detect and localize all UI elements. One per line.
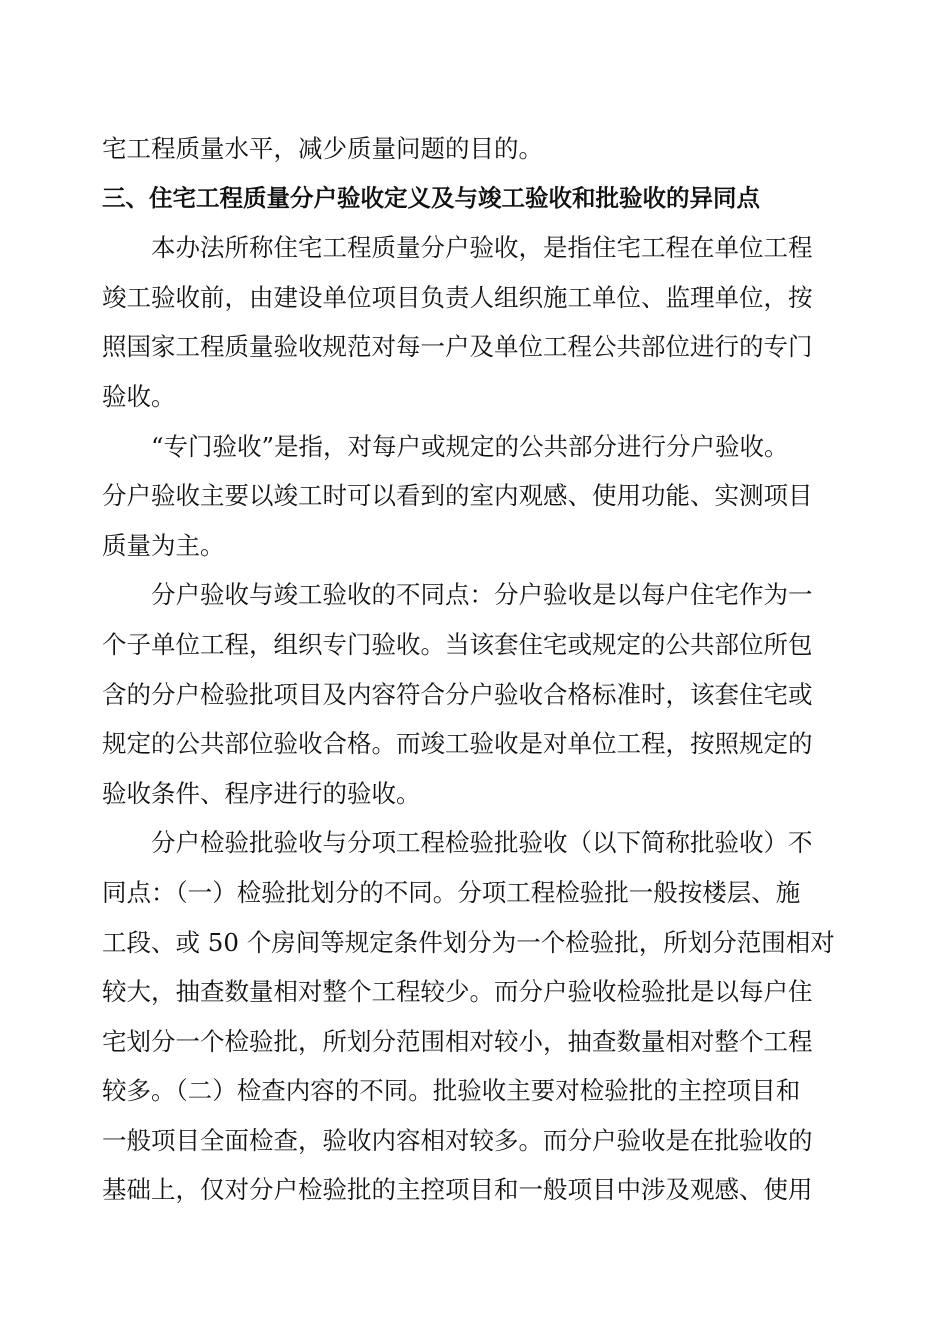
paragraph-line: 本办法所称住宅工程质量分户验收，是指住宅工程在单位工程	[151, 233, 813, 263]
paragraph-line: 较多。（二）检查内容的不同。批验收主要对检验批的主控项目和	[102, 1076, 801, 1106]
paragraph-line: 质量为主。	[102, 530, 225, 560]
paragraph-line: 宅工程质量水平，减少质量问题的目的。	[102, 134, 543, 163]
paragraph-line: 一般项目全面检查，验收内容相对较多。而分户验收是在批验收的	[102, 1125, 813, 1155]
paragraph-line: 照国家工程质量验收规范对每一户及单位工程公共部位进行的专门	[102, 332, 813, 362]
paragraph-line: 含的分户检验批项目及内容符合分户验收合格标准时，该套住宅或	[102, 679, 813, 709]
paragraph-line: 验收。	[102, 381, 176, 411]
paragraph-line: 同点：（一）检验批划分的不同。分项工程检验批一般按楼层、施	[102, 877, 801, 907]
paragraph-line: 验收条件、程序进行的验收。	[102, 778, 421, 808]
paragraph-line: 较大，抽查数量相对整个工程较少。而分户验收检验批是以每户住	[102, 977, 813, 1007]
section-heading: 三、住宅工程质量分户验收定义及与竣工验收和批验收的异同点	[102, 183, 760, 212]
paragraph-line: 基础上，仅对分户检验批的主控项目和一般项目中涉及观感、使用	[102, 1175, 813, 1205]
paragraph-line: 宅划分一个检验批，所划分范围相对较小，抽查数量相对整个工程	[102, 1026, 813, 1056]
paragraph-line: 个子单位工程，组织专门验收。当该套住宅或规定的公共部位所包	[102, 629, 813, 659]
paragraph-line: 分户验收主要以竣工时可以看到的室内观感、使用功能、实测项目	[102, 481, 813, 511]
paragraph-line: 规定的公共部位验收合格。而竣工验收是对单位工程，按照规定的	[102, 729, 813, 759]
paragraph-line: 分户验收与竣工验收的不同点：分户验收是以每户住宅作为一	[151, 580, 813, 610]
document-body	[102, 124, 850, 1215]
paragraph-line: 竣工验收前，由建设单位项目负责人组织施工单位、监理单位，按	[102, 282, 813, 312]
paragraph-line: 工段、或 50 个房间等规定条件划分为一个检验批，所划分范围相对	[102, 927, 835, 957]
paragraph-line: 分户检验批验收与分项工程检验批验收（以下简称批验收）不	[151, 828, 813, 858]
paragraph-line: “专门验收”是指，对每户或规定的公共部分进行分户验收。	[151, 431, 789, 461]
